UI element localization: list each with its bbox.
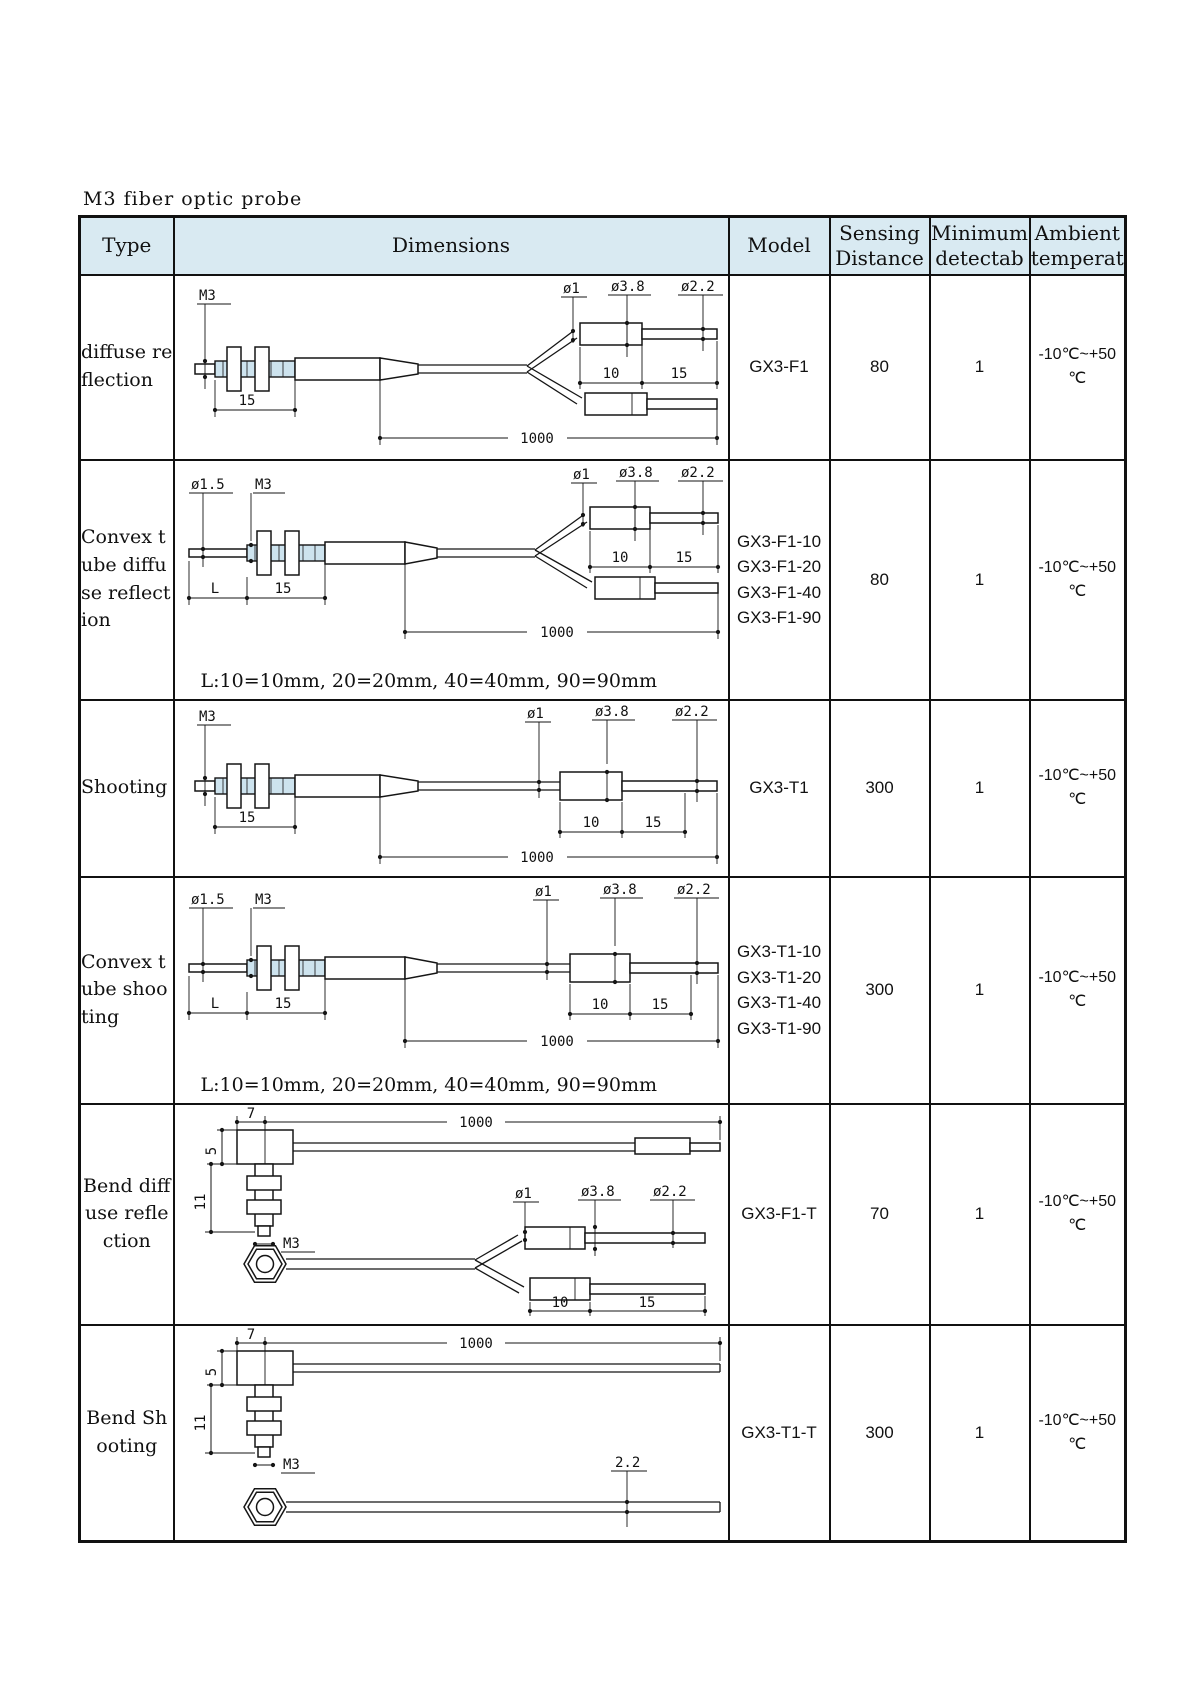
ambient-temperature-cell <box>1030 460 1126 700</box>
model-value: GX3-F1 <box>749 357 809 377</box>
dim-label: 15 <box>638 1295 655 1311</box>
length-note: L:10=10mm, 20=20mm, 40=40mm, 90=90mm <box>200 670 657 692</box>
dim-label: 15 <box>274 581 291 597</box>
temp-range: -10℃~+50 <box>1038 767 1117 784</box>
spec-table <box>78 215 1127 1543</box>
temp-unit: ℃ <box>1068 993 1087 1010</box>
dim-label: 15 <box>670 365 687 382</box>
dim-label: 15 <box>238 810 255 826</box>
dim-label: M3 <box>282 1456 300 1473</box>
dimensions-cell <box>174 1104 729 1325</box>
model-value: GX3-T1-T <box>741 1423 817 1442</box>
temp-range: -10℃~+50 <box>1038 346 1117 363</box>
temp-range: -10℃~+50 <box>1038 558 1117 576</box>
model-value: GX3-T1 <box>749 778 809 798</box>
dim-label: 2.2 <box>614 1454 640 1471</box>
dim-label: 15 <box>644 815 661 831</box>
dim-label: ø3.8 <box>618 465 653 481</box>
dim-label: ø1 <box>534 884 552 900</box>
drawing-convex-tube-shooting <box>175 880 728 1072</box>
page-title: M3 fiber optic probe <box>83 188 303 210</box>
sensing-distance-cell: 80 <box>830 275 930 460</box>
col-header-minimum-detectable: Minimum detectab <box>930 217 1030 275</box>
model-value: GX3-T1-40 <box>736 993 822 1012</box>
ambient-temperature-cell <box>1030 877 1126 1104</box>
dim-label: 1000 <box>458 1115 493 1131</box>
dimensions-cell <box>174 460 729 700</box>
minimum-detectable-cell: 1 <box>930 1325 1030 1542</box>
minimum-detectable-cell: 1 <box>930 700 1030 877</box>
drawing-diffuse-reflection <box>175 277 728 458</box>
dim-label: 5 <box>203 1367 220 1376</box>
dim-label: ø1 <box>526 706 544 722</box>
temp-unit: ℃ <box>1068 1435 1087 1453</box>
temp-range: -10℃~+50 <box>1038 969 1117 986</box>
type-cell: diffuse reflection <box>80 275 174 460</box>
drawing-bend-diffuse <box>175 1106 728 1322</box>
dim-label: ø1.5 <box>190 892 225 908</box>
model-value: GX3-F1-T <box>741 1204 817 1224</box>
dimensions-cell <box>174 1325 729 1542</box>
dim-label: 11 <box>192 1414 209 1432</box>
model-value: GX3-T1-10 <box>736 942 822 961</box>
model-value: GX3-F1-90 <box>736 608 822 627</box>
dimensions-cell <box>174 275 729 460</box>
dim-label: 15 <box>651 997 668 1013</box>
type-cell: Bend diffuse reflection <box>80 1104 174 1325</box>
dim-label: 1000 <box>539 1034 574 1050</box>
minimum-detectable-cell: 1 <box>930 1104 1030 1325</box>
ambient-temperature-cell <box>1030 1104 1126 1325</box>
sensing-distance-cell: 300 <box>830 1325 930 1542</box>
header-row <box>80 217 1126 275</box>
dim-label: 1000 <box>519 430 554 447</box>
dim-label: ø1 <box>514 1186 532 1202</box>
ambient-temperature-cell <box>1030 275 1126 460</box>
col-header-type: Type <box>80 217 174 275</box>
model-cell <box>729 700 830 877</box>
dim-label: ø2.2 <box>674 704 709 720</box>
dim-label: 7 <box>246 1106 255 1122</box>
model-value: GX3-T1-90 <box>736 1018 822 1038</box>
dim-label: ø2.2 <box>676 882 711 898</box>
dim-label: ø2.2 <box>652 1184 687 1200</box>
dim-label: ø1 <box>562 280 580 297</box>
table-row <box>80 877 1126 1104</box>
dim-label: 1000 <box>519 850 554 866</box>
table-row <box>80 1325 1126 1542</box>
dim-label: M3 <box>254 477 272 493</box>
dim-label: 10 <box>582 815 599 831</box>
model-cell <box>729 460 830 700</box>
dim-label: ø2.2 <box>680 465 715 481</box>
model-cell <box>729 877 830 1104</box>
dim-label: L <box>210 996 219 1012</box>
model-cell <box>729 1104 830 1325</box>
dim-label: M3 <box>282 1236 300 1252</box>
dim-label: 5 <box>203 1146 220 1156</box>
table-row <box>80 460 1126 700</box>
col-header-sensing-distance: Sensing Distance <box>830 217 930 275</box>
model-cell <box>729 1325 830 1542</box>
minimum-detectable-cell: 1 <box>930 877 1030 1104</box>
dim-label: 15 <box>238 392 255 409</box>
dim-label: ø3.8 <box>610 278 645 295</box>
length-note: L:10=10mm, 20=20mm, 40=40mm, 90=90mm <box>200 1074 657 1096</box>
ambient-temperature-cell <box>1030 1325 1126 1542</box>
sensing-distance-cell: 80 <box>830 460 930 700</box>
dim-label: 7 <box>246 1326 255 1343</box>
dim-label: 15 <box>274 996 291 1012</box>
sensing-distance-cell: 300 <box>830 700 930 877</box>
dim-label: 10 <box>551 1295 568 1311</box>
dim-label: ø3.8 <box>594 704 629 720</box>
temp-unit: ℃ <box>1068 1217 1087 1234</box>
ambient-temperature-cell <box>1030 700 1126 877</box>
dim-label: ø3.8 <box>602 882 637 898</box>
dim-label: 10 <box>611 550 628 566</box>
dim-label: 15 <box>675 550 692 566</box>
dim-label: ø1 <box>572 467 590 483</box>
type-cell: Bend Shooting <box>80 1325 174 1542</box>
dim-label: M3 <box>198 709 216 725</box>
minimum-detectable-cell: 1 <box>930 275 1030 460</box>
model-value: GX3-F1-20 <box>736 557 822 576</box>
model-value: GX3-F1-40 <box>736 582 822 602</box>
minimum-detectable-cell: 1 <box>930 460 1030 700</box>
temp-range: -10℃~+50 <box>1038 1193 1117 1210</box>
dim-label: ø3.8 <box>580 1184 615 1200</box>
model-value: GX3-T1-20 <box>736 967 822 987</box>
sensing-distance-cell: 300 <box>830 877 930 1104</box>
dim-label: ø2.2 <box>680 278 715 295</box>
drawing-shooting <box>175 702 728 874</box>
model-cell <box>729 275 830 460</box>
dim-label: 1000 <box>539 625 574 641</box>
temp-unit: ℃ <box>1068 791 1087 808</box>
dimensions-cell <box>174 877 729 1104</box>
col-header-ambient-temperature: Ambient temperat <box>1030 217 1126 275</box>
temp-unit: ℃ <box>1068 370 1087 387</box>
dim-label: 11 <box>192 1193 209 1211</box>
col-header-model: Model <box>729 217 830 275</box>
dim-label: 10 <box>602 365 619 382</box>
drawing-convex-tube-diffuse <box>175 463 728 668</box>
dim-label: L <box>210 581 219 597</box>
temp-unit: ℃ <box>1068 582 1087 600</box>
table-row <box>80 275 1126 460</box>
dim-label: M3 <box>198 287 216 304</box>
model-value: GX3-F1-10 <box>736 531 822 551</box>
table-row <box>80 1104 1126 1325</box>
dim-label: 10 <box>591 997 608 1013</box>
temp-range: -10℃~+50 <box>1038 1411 1117 1429</box>
dim-label: 1000 <box>458 1335 493 1352</box>
type-cell: Convex tube diffuse reflection <box>80 460 174 700</box>
dim-label: M3 <box>254 892 272 908</box>
sensing-distance-cell: 70 <box>830 1104 930 1325</box>
table-row <box>80 700 1126 877</box>
dim-label: ø1.5 <box>190 477 225 493</box>
type-cell: Convex tube shooting <box>80 877 174 1104</box>
dimensions-cell <box>174 700 729 877</box>
col-header-dimensions: Dimensions <box>174 217 729 275</box>
drawing-bend-shooting <box>175 1327 728 1539</box>
type-cell: Shooting <box>80 700 174 877</box>
